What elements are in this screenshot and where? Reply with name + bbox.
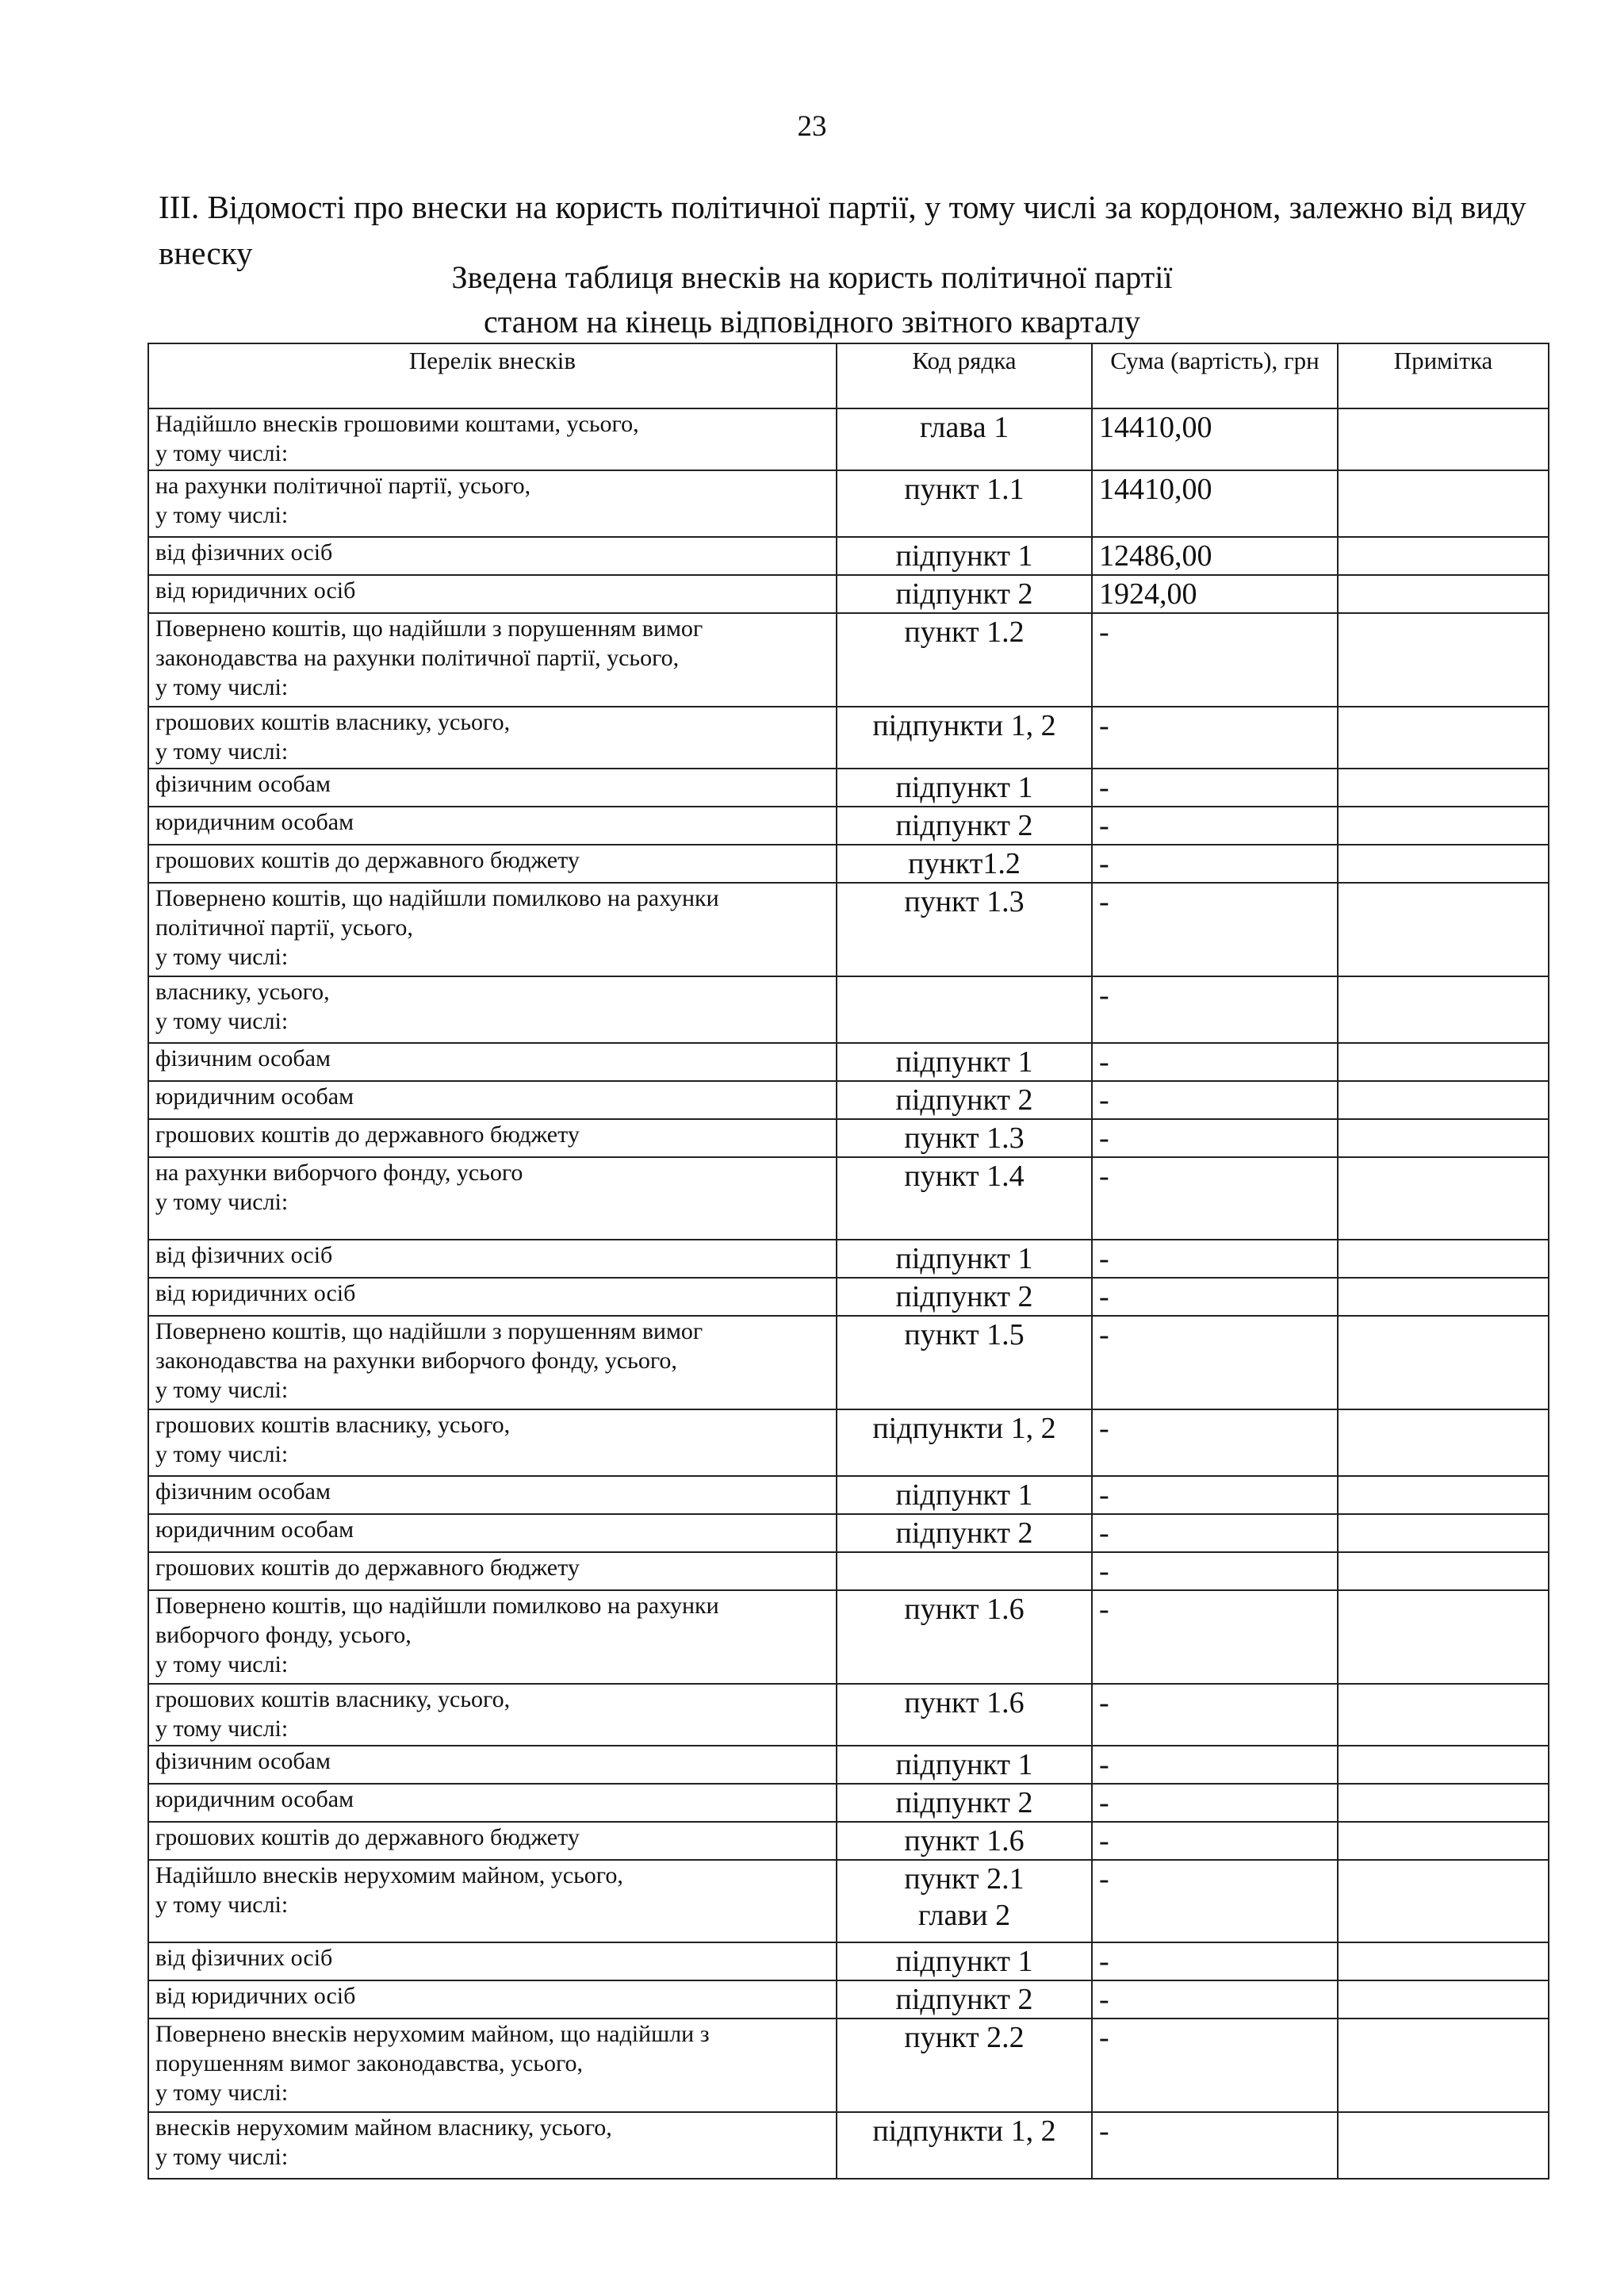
- cell-text-line: у тому числі:: [155, 1008, 289, 1034]
- cell-contribution-item: [148, 1822, 837, 1860]
- cell-text-line: від юридичних осіб: [155, 1983, 356, 2009]
- cell-text-line: у тому числі:: [155, 674, 289, 700]
- cell-text-line: підпункт 1: [895, 1478, 1033, 1512]
- cell-note: [1338, 575, 1549, 613]
- table-row: [148, 1157, 1549, 1240]
- cell-text-line: підпункт 2: [895, 1083, 1033, 1117]
- cell-row-code: [837, 2019, 1092, 2112]
- cell-note: [1338, 1746, 1549, 1784]
- cell-row-code: [837, 537, 1092, 575]
- cell-amount: -: [1092, 1942, 1338, 1980]
- table-title: [0, 255, 1624, 344]
- table-row: [148, 2019, 1549, 2112]
- cell-text-line: пункт 1.3: [904, 885, 1025, 918]
- cell-row-code: [837, 1942, 1092, 1980]
- column-header-amount: Сума (вартість), грн: [1092, 343, 1338, 408]
- cell-amount: -: [1092, 976, 1338, 1043]
- cell-contribution-item: [148, 1514, 837, 1552]
- cell-note: [1338, 1119, 1549, 1157]
- table-row: [148, 707, 1549, 769]
- cell-text-line: юридичним особам: [155, 1083, 354, 1110]
- cell-contribution-item: [148, 1590, 837, 1684]
- cell-contribution-item: [148, 2112, 837, 2179]
- cell-text-line: у тому числі:: [155, 440, 289, 466]
- column-header-contributions: Перелік внесків: [148, 343, 837, 408]
- cell-contribution-item: [148, 1552, 837, 1590]
- cell-text-line: виборчого фонду, усього,: [155, 1622, 412, 1648]
- cell-contribution-item: [148, 1860, 837, 1942]
- cell-note: [1338, 807, 1549, 845]
- cell-contribution-item: [148, 883, 837, 976]
- table-row: [148, 613, 1549, 707]
- cell-contribution-item: [148, 1684, 837, 1746]
- cell-note: [1338, 1081, 1549, 1119]
- cell-text-line: у тому числі:: [155, 1189, 289, 1215]
- cell-text-line: глава 1: [919, 411, 1009, 444]
- cell-text-line: грошових коштів власнику, усього,: [155, 1412, 511, 1438]
- cell-text-line: підпункт 1: [895, 1748, 1033, 1781]
- cell-text-line: у тому числі:: [155, 2144, 289, 2170]
- cell-text-line: підпункти 1, 2: [872, 709, 1056, 742]
- cell-note: [1338, 1514, 1549, 1552]
- cell-note: [1338, 408, 1549, 470]
- cell-amount: -: [1092, 2112, 1338, 2179]
- cell-text-line: від фізичних осіб: [155, 1242, 333, 1268]
- cell-row-code: [837, 1746, 1092, 1784]
- cell-text-line: підпункт 2: [895, 577, 1033, 611]
- cell-contribution-item: [148, 408, 837, 470]
- cell-contribution-item: [148, 470, 837, 537]
- cell-text-line: пункт 1.6: [904, 1686, 1025, 1720]
- column-header-row-code: Код рядка: [837, 343, 1092, 408]
- cell-note: [1338, 976, 1549, 1043]
- cell-text-line: від фізичних осіб: [155, 1945, 333, 1971]
- cell-note: [1338, 1784, 1549, 1822]
- cell-text-line: фізичним особам: [155, 1478, 331, 1505]
- table-row: [148, 537, 1549, 575]
- cell-text-line: політичної партії, усього,: [155, 914, 413, 941]
- cell-text-line: від юридичних осіб: [155, 577, 356, 604]
- table-row: [148, 1278, 1549, 1316]
- cell-row-code: [837, 1278, 1092, 1316]
- cell-amount: -: [1092, 1590, 1338, 1684]
- cell-note: [1338, 1476, 1549, 1514]
- cell-row-code: [837, 1860, 1092, 1942]
- table-row: [148, 1822, 1549, 1860]
- cell-note: [1338, 1240, 1549, 1278]
- cell-contribution-item: [148, 2019, 837, 2112]
- cell-contribution-item: [148, 1316, 837, 1409]
- cell-text-line: у тому числі:: [155, 1441, 289, 1467]
- cell-amount: -: [1092, 1157, 1338, 1240]
- cell-text-line: грошових коштів до державного бюджету: [155, 1555, 580, 1581]
- cell-text-line: підпункт 1: [895, 1945, 1033, 1978]
- cell-contribution-item: [148, 807, 837, 845]
- cell-text-line: Повернено внесків нерухомим майном, що надійшли з: [155, 2021, 710, 2047]
- cell-text-line: юридичним особам: [155, 809, 354, 835]
- cell-amount: -: [1092, 1316, 1338, 1409]
- cell-text-line: пункт 1.4: [904, 1160, 1025, 1193]
- cell-amount: -: [1092, 1980, 1338, 2019]
- table-row: [148, 1316, 1549, 1409]
- cell-contribution-item: [148, 575, 837, 613]
- cell-note: [1338, 613, 1549, 707]
- cell-text-line: глави 2: [917, 1899, 1011, 1932]
- cell-amount: -: [1092, 1822, 1338, 1860]
- cell-note: [1338, 2019, 1549, 2112]
- cell-text-line: підпункт 1: [895, 771, 1033, 804]
- table-row: [148, 575, 1549, 613]
- cell-contribution-item: [148, 1278, 837, 1316]
- cell-text-line: законодавства на рахунки політичної партії, усього,: [155, 645, 680, 671]
- cell-text-line: фізичним особам: [155, 1748, 331, 1774]
- cell-note: [1338, 769, 1549, 807]
- cell-amount: 14410,00: [1092, 408, 1338, 470]
- cell-text-line: на рахунки політичної партії, усього,: [155, 473, 531, 499]
- column-header-note: Примітка: [1338, 343, 1549, 408]
- cell-amount: 14410,00: [1092, 470, 1338, 537]
- cell-text-line: у тому числі:: [155, 1377, 289, 1403]
- cell-note: [1338, 1822, 1549, 1860]
- table-row: [148, 1552, 1549, 1590]
- cell-text-line: юридичним особам: [155, 1786, 354, 1812]
- cell-row-code: [837, 1081, 1092, 1119]
- cell-text-line: пункт 1.1: [904, 473, 1025, 506]
- cell-amount: -: [1092, 1746, 1338, 1784]
- cell-row-code: [837, 1119, 1092, 1157]
- cell-text-line: у тому числі:: [155, 1651, 289, 1677]
- cell-text-line: від фізичних осіб: [155, 539, 333, 565]
- table-row: [148, 470, 1549, 537]
- cell-text-line: грошових коштів власнику, усього,: [155, 1686, 511, 1712]
- cell-row-code: [837, 1043, 1092, 1081]
- page-number: 23: [797, 110, 827, 143]
- cell-contribution-item: [148, 1476, 837, 1514]
- cell-note: [1338, 1980, 1549, 2019]
- cell-text-line: фізичним особам: [155, 771, 331, 797]
- cell-contribution-item: [148, 1784, 837, 1822]
- cell-text-line: власнику, усього,: [155, 979, 330, 1005]
- cell-note: [1338, 1043, 1549, 1081]
- table-row: [148, 1590, 1549, 1684]
- cell-contribution-item: [148, 1942, 837, 1980]
- cell-contribution-item: [148, 613, 837, 707]
- table-row: [148, 1409, 1549, 1476]
- cell-row-code: [837, 845, 1092, 883]
- table-row: [148, 1684, 1549, 1746]
- cell-note: [1338, 1552, 1549, 1590]
- table-row: [148, 1784, 1549, 1822]
- cell-row-code: [837, 470, 1092, 537]
- cell-text-line: Повернено коштів, що надійшли з порушенням вимог: [155, 1318, 703, 1344]
- cell-text-line: підпункт 2: [895, 1280, 1033, 1313]
- cell-row-code: [837, 769, 1092, 807]
- cell-text-line: підпункти 1, 2: [872, 1412, 1056, 1445]
- cell-text-line: Повернено коштів, що надійшли помилково на рахунки: [155, 885, 719, 911]
- cell-row-code: [837, 1409, 1092, 1476]
- cell-text-line: Повернено коштів, що надійшли помилково на рахунки: [155, 1593, 719, 1619]
- table-row: [148, 807, 1549, 845]
- cell-text-line: Надійшло внесків нерухомим майном, усього,: [155, 1862, 623, 1888]
- cell-row-code: [837, 1980, 1092, 2019]
- table-row: [148, 1119, 1549, 1157]
- cell-amount: -: [1092, 769, 1338, 807]
- cell-row-code: [837, 707, 1092, 769]
- cell-row-code: [837, 1157, 1092, 1240]
- cell-text-line: підпункти 1, 2: [872, 2114, 1056, 2148]
- cell-amount: -: [1092, 1684, 1338, 1746]
- table-title-line-1: Зведена таблиця внесків на користь політичної партії: [451, 259, 1173, 295]
- cell-amount: -: [1092, 1514, 1338, 1552]
- cell-note: [1338, 1278, 1549, 1316]
- cell-text-line: підпункт 2: [895, 809, 1033, 842]
- cell-amount: -: [1092, 1476, 1338, 1514]
- cell-row-code: [837, 1822, 1092, 1860]
- cell-contribution-item: [148, 537, 837, 575]
- cell-row-code: [837, 1590, 1092, 1684]
- table-row: [148, 976, 1549, 1043]
- cell-row-code: [837, 1316, 1092, 1409]
- cell-text-line: пункт 1.2: [904, 615, 1025, 649]
- cell-amount: 12486,00: [1092, 537, 1338, 575]
- cell-note: [1338, 2112, 1549, 2179]
- cell-text-line: пункт 1.5: [904, 1318, 1025, 1351]
- cell-contribution-item: [148, 1746, 837, 1784]
- cell-row-code: [837, 1240, 1092, 1278]
- cell-contribution-item: [148, 1157, 837, 1240]
- cell-text-line: порушенням вимог законодавства, усього,: [155, 2050, 584, 2076]
- cell-amount: -: [1092, 1409, 1338, 1476]
- cell-text-line: грошових коштів до державного бюджету: [155, 1121, 580, 1148]
- cell-text-line: у тому числі:: [155, 502, 289, 528]
- cell-text-line: пункт 2.2: [904, 2021, 1025, 2054]
- cell-text-line: у тому числі:: [155, 1892, 289, 1918]
- cell-text-line: пункт 1.6: [904, 1824, 1025, 1858]
- cell-amount: -: [1092, 707, 1338, 769]
- cell-text-line: пункт 2.1: [904, 1862, 1025, 1896]
- cell-contribution-item: [148, 845, 837, 883]
- table-row: [148, 883, 1549, 976]
- cell-note: [1338, 1409, 1549, 1476]
- cell-text-line: у тому числі:: [155, 944, 289, 970]
- cell-note: [1338, 707, 1549, 769]
- cell-text-line: законодавства на рахунки виборчого фонду, усього,: [155, 1348, 677, 1374]
- table-row: [148, 1746, 1549, 1784]
- cell-contribution-item: [148, 1081, 837, 1119]
- table-row: [148, 1476, 1549, 1514]
- table-row: [148, 1240, 1549, 1278]
- cell-contribution-item: [148, 707, 837, 769]
- cell-row-code: [837, 1784, 1092, 1822]
- cell-text-line: підпункт 1: [895, 539, 1033, 573]
- cell-contribution-item: [148, 1043, 837, 1081]
- cell-text-line: підпункт 2: [895, 1516, 1033, 1550]
- table-row: [148, 1043, 1549, 1081]
- cell-text-line: внесків нерухомим майном власнику, усього,: [155, 2114, 612, 2141]
- cell-text-line: підпункт 1: [895, 1242, 1033, 1275]
- section-heading: ІІІ. Відомості про внески на користь політичної партії, у тому числі за кордоном, залежно від виду внеску: [159, 189, 1526, 271]
- table-row: [148, 1081, 1549, 1119]
- table-title-line-2: станом на кінець відповідного звітного кварталу: [483, 304, 1141, 339]
- cell-text-line: підпункт 2: [895, 1983, 1033, 2016]
- cell-note: [1338, 1590, 1549, 1684]
- cell-contribution-item: [148, 1240, 837, 1278]
- cell-contribution-item: [148, 976, 837, 1043]
- cell-text-line: грошових коштів власнику, усього,: [155, 709, 511, 735]
- cell-row-code: [837, 575, 1092, 613]
- cell-text-line: на рахунки виборчого фонду, усього: [155, 1160, 523, 1186]
- cell-row-code: [837, 1552, 1092, 1590]
- cell-text-line: юридичним особам: [155, 1516, 354, 1543]
- cell-text-line: підпункт 1: [895, 1045, 1033, 1079]
- cell-text-line: Повернено коштів, що надійшли з порушенням вимог: [155, 615, 703, 642]
- cell-text-line: у тому числі:: [155, 1716, 289, 1742]
- cell-text-line: грошових коштів до державного бюджету: [155, 1824, 580, 1850]
- table-row: [148, 1514, 1549, 1552]
- cell-text-line: пункт1.2: [908, 847, 1021, 880]
- cell-row-code: [837, 807, 1092, 845]
- cell-amount: -: [1092, 613, 1338, 707]
- cell-amount: -: [1092, 1240, 1338, 1278]
- cell-amount: -: [1092, 1119, 1338, 1157]
- cell-note: [1338, 1684, 1549, 1746]
- cell-row-code: [837, 1514, 1092, 1552]
- cell-text-line: Надійшло внесків грошовими коштами, усього,: [155, 411, 639, 437]
- cell-text-line: підпункт 2: [895, 1786, 1033, 1819]
- cell-amount: -: [1092, 883, 1338, 976]
- cell-amount: -: [1092, 1081, 1338, 1119]
- cell-note: [1338, 1860, 1549, 1942]
- cell-text-line: у тому числі:: [155, 2080, 289, 2106]
- cell-text-line: у тому числі:: [155, 738, 289, 765]
- cell-row-code: [837, 408, 1092, 470]
- table-row: [148, 1942, 1549, 1980]
- cell-amount: -: [1092, 1552, 1338, 1590]
- cell-amount: -: [1092, 2019, 1338, 2112]
- cell-text-line: пункт 1.3: [904, 1121, 1025, 1155]
- cell-amount: -: [1092, 845, 1338, 883]
- cell-contribution-item: [148, 1980, 837, 2019]
- cell-row-code: [837, 883, 1092, 976]
- cell-amount: -: [1092, 1784, 1338, 1822]
- cell-amount: -: [1092, 1278, 1338, 1316]
- contributions-table: [147, 343, 1549, 2180]
- cell-row-code: [837, 1684, 1092, 1746]
- table-body: [148, 408, 1549, 2179]
- table-row: [148, 1980, 1549, 2019]
- cell-note: [1338, 470, 1549, 537]
- cell-note: [1338, 1316, 1549, 1409]
- cell-contribution-item: [148, 1409, 837, 1476]
- cell-amount: -: [1092, 1860, 1338, 1942]
- cell-contribution-item: [148, 769, 837, 807]
- cell-text-line: від юридичних осіб: [155, 1280, 356, 1306]
- cell-text-line: фізичним особам: [155, 1045, 331, 1072]
- table-header-row: [148, 343, 1549, 408]
- cell-text-line: пункт 1.6: [904, 1593, 1025, 1626]
- cell-note: [1338, 845, 1549, 883]
- cell-amount: -: [1092, 1043, 1338, 1081]
- cell-text-line: грошових коштів до державного бюджету: [155, 847, 580, 873]
- table-row: [148, 1860, 1549, 1942]
- table-row: [148, 769, 1549, 807]
- cell-note: [1338, 1157, 1549, 1240]
- cell-note: [1338, 537, 1549, 575]
- cell-amount: 1924,00: [1092, 575, 1338, 613]
- table-row: [148, 845, 1549, 883]
- table-row: [148, 408, 1549, 470]
- cell-row-code: [837, 2112, 1092, 2179]
- cell-amount: -: [1092, 807, 1338, 845]
- cell-note: [1338, 883, 1549, 976]
- cell-note: [1338, 1942, 1549, 1980]
- cell-contribution-item: [148, 1119, 837, 1157]
- table-row: [148, 2112, 1549, 2179]
- cell-row-code: [837, 1476, 1092, 1514]
- cell-row-code: [837, 613, 1092, 707]
- cell-row-code: [837, 976, 1092, 1043]
